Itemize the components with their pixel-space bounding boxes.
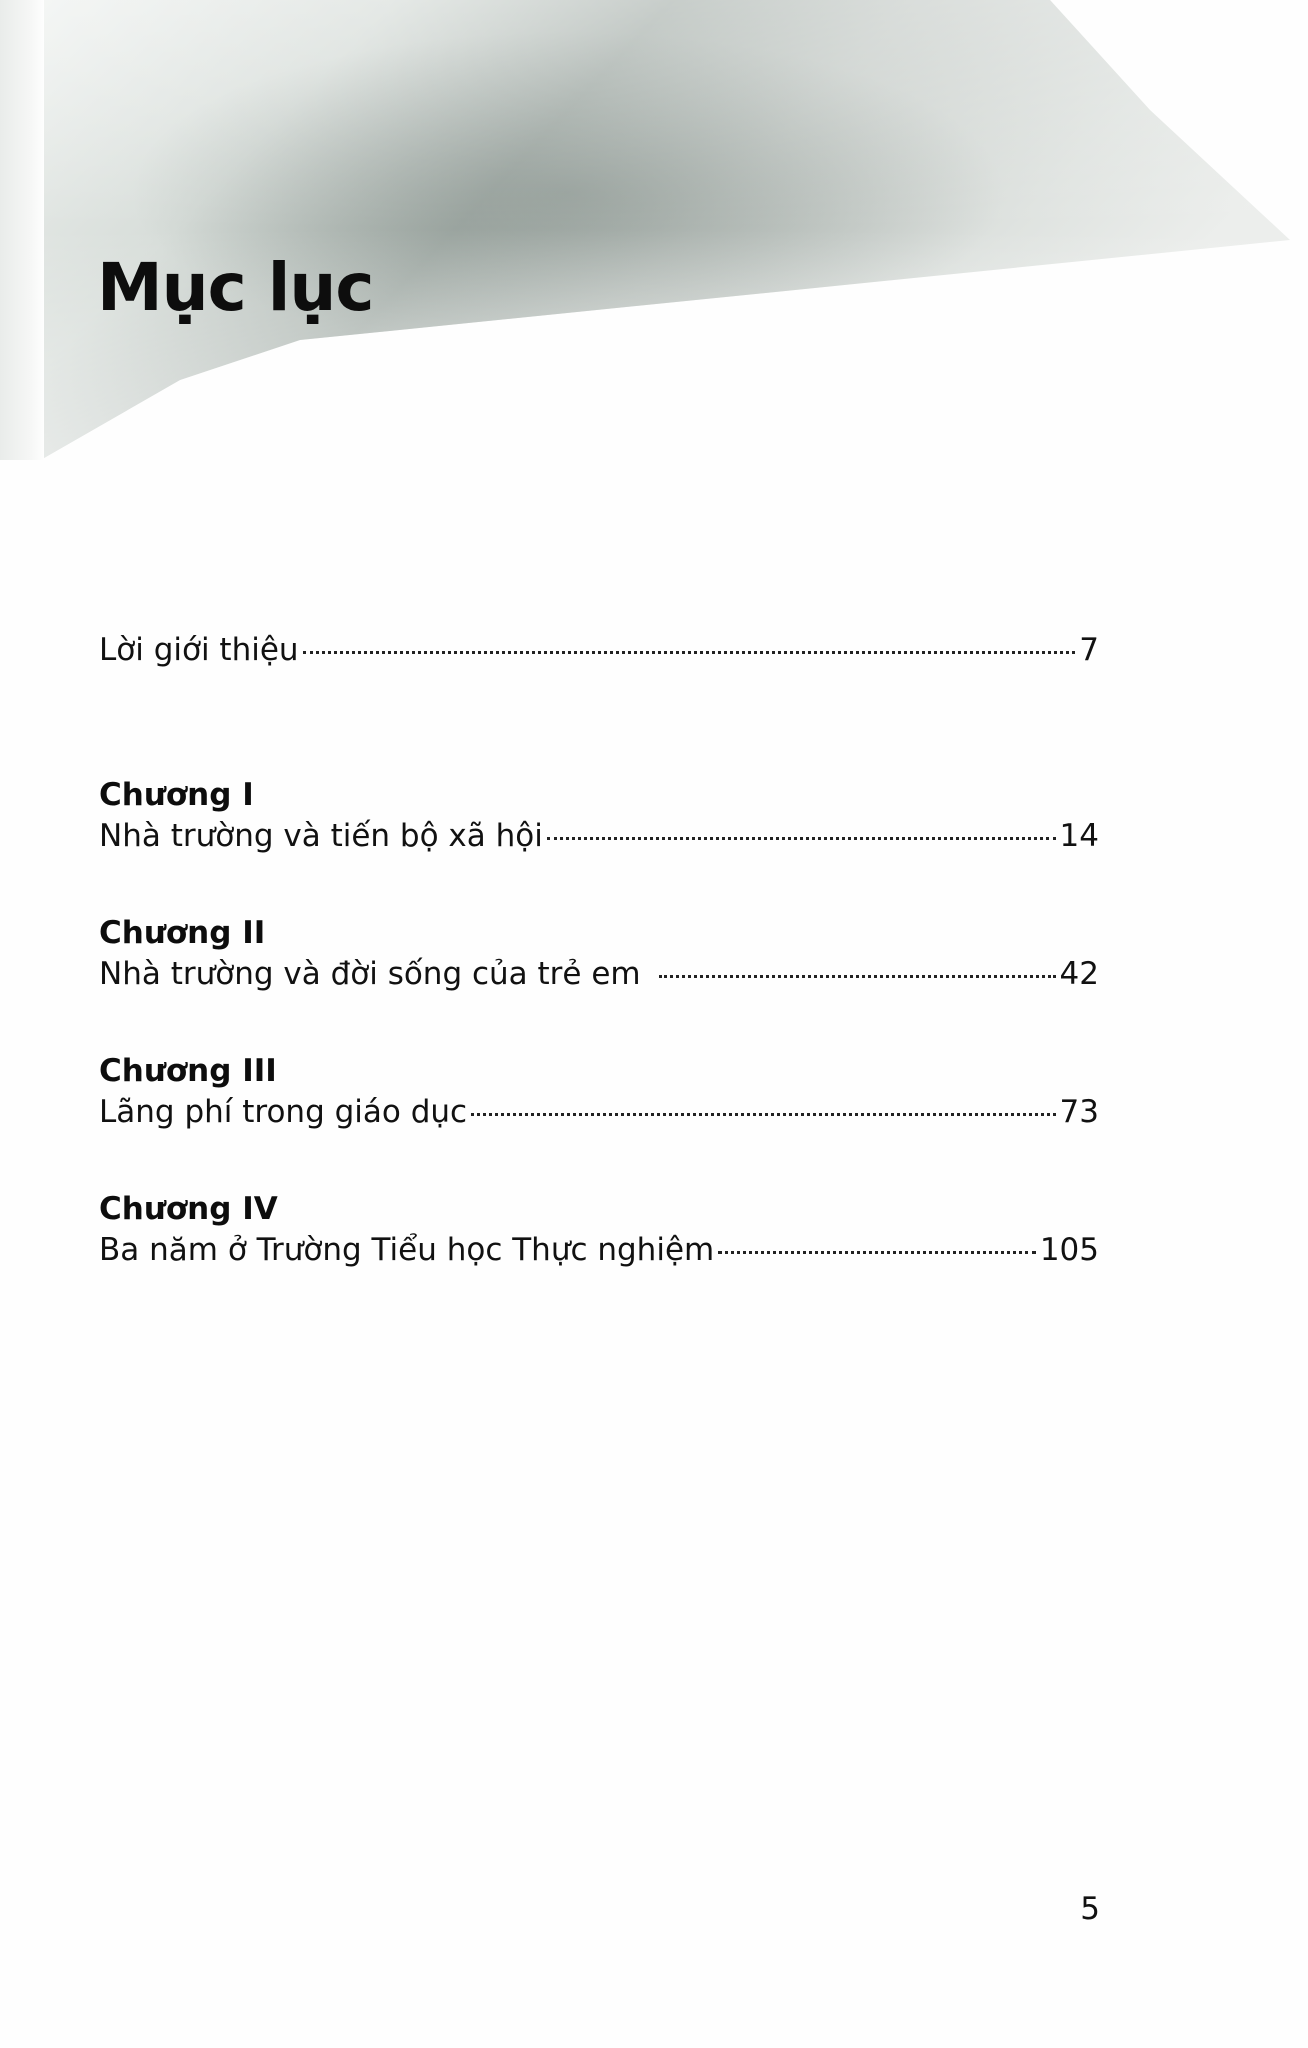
dot-leader xyxy=(659,975,1056,978)
toc-line xyxy=(99,952,1099,996)
toc-entry-page: 73 xyxy=(1059,1094,1099,1130)
toc-entry-chapter-2 xyxy=(99,914,1099,996)
toc-entry-chapter-1 xyxy=(99,776,1099,858)
page-title: Mục lục xyxy=(97,249,374,326)
toc-entry-page: 105 xyxy=(1039,1232,1099,1268)
header-banner xyxy=(0,0,1308,470)
chapter-label: Chương IV xyxy=(99,1191,278,1227)
toc-entry-chapter-4 xyxy=(99,1190,1099,1272)
toc-entry-page: 42 xyxy=(1059,956,1099,992)
toc-entry-title: Ba năm ở Trường Tiểu học Thực nghiệm xyxy=(99,1232,715,1268)
toc-line xyxy=(99,1228,1099,1272)
dot-leader xyxy=(471,1113,1055,1116)
dot-leader xyxy=(547,837,1056,840)
chapter-label: Chương III xyxy=(99,1053,277,1089)
page-number: 5 xyxy=(1080,1891,1100,1927)
toc-entry-chapter-3 xyxy=(99,1052,1099,1134)
dot-leader xyxy=(303,651,1076,654)
toc-entry-page: 14 xyxy=(1059,818,1099,854)
toc-line xyxy=(99,1090,1099,1134)
toc-entry-page: 7 xyxy=(1079,632,1099,668)
toc-line xyxy=(99,814,1099,858)
chapter-label: Chương I xyxy=(99,777,254,813)
toc-entry-title: Lãng phí trong giáo dục xyxy=(99,1094,468,1130)
dot-leader xyxy=(718,1251,1036,1254)
toc-entry-title: Lời giới thiệu xyxy=(99,632,299,668)
toc-line xyxy=(99,628,1099,672)
chapter-label: Chương II xyxy=(99,915,266,951)
toc-entry-title: Nhà trường và đời sống của trẻ em xyxy=(99,956,641,992)
toc-entry-intro xyxy=(99,628,1099,672)
toc-entry-title: Nhà trường và tiến bộ xã hội xyxy=(99,818,543,854)
